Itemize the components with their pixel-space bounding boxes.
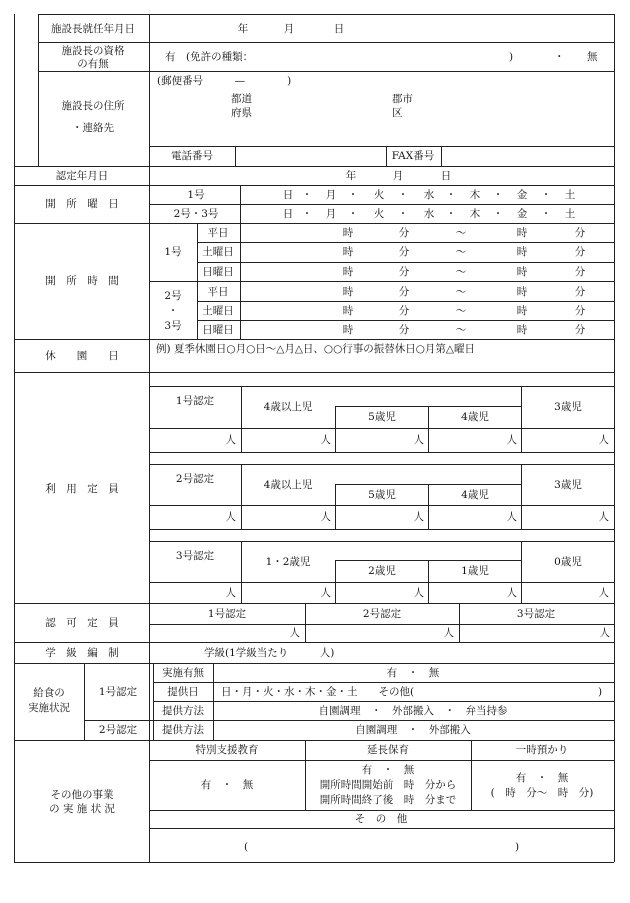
qualification-none: 無 bbox=[587, 51, 598, 63]
open-hours-group-2-b: ・ bbox=[167, 305, 179, 317]
qualification-text: 有 (免許の種類： bbox=[165, 51, 254, 63]
capacity-sub-1: 2歳児 bbox=[368, 565, 396, 577]
meals-type-1: 1号認定 bbox=[98, 686, 138, 698]
capacity-unit: 人 bbox=[506, 511, 517, 523]
meals-label-1: 給食の bbox=[33, 687, 65, 699]
address-ku: 区 bbox=[392, 107, 403, 119]
address-label-2: ・連絡先 bbox=[72, 122, 114, 134]
day-separator: ・ bbox=[492, 208, 504, 220]
open-hours-group-1: 1号 bbox=[164, 246, 182, 258]
day-cell: 火 bbox=[373, 189, 385, 201]
day-cell: 金 bbox=[516, 189, 528, 201]
authorized-unit-2: 人 bbox=[443, 627, 454, 639]
qualification-label-2: の有無 bbox=[77, 58, 109, 70]
address-fuken: 府県 bbox=[231, 107, 252, 119]
appointed-month: 月 bbox=[283, 23, 295, 35]
day-cell: 金 bbox=[516, 208, 528, 220]
hours-day-type: 日曜日 bbox=[202, 324, 234, 336]
hours-time-word: 分 bbox=[574, 246, 586, 258]
capacity-unit: 人 bbox=[598, 511, 609, 523]
capacity-last: 0歳児 bbox=[554, 555, 582, 568]
hours-time-word: 時 bbox=[516, 286, 528, 298]
capacity-unit: 人 bbox=[413, 511, 424, 523]
day-cell: 土 bbox=[564, 189, 576, 201]
hours-time-word: 分 bbox=[574, 286, 586, 298]
open-days-type-1: 1号 bbox=[187, 189, 205, 201]
phone-label: 電話番号 bbox=[171, 150, 213, 162]
hours-time-word: 〜 bbox=[455, 246, 467, 258]
day-cell: 月 bbox=[325, 189, 337, 201]
extended-care-after: 開所時間終了後 時 分まで bbox=[319, 794, 457, 806]
open-hours-group-2-c: 3号 bbox=[164, 320, 182, 332]
meals-days-value: 日・月・火・水・木・金・土 その他( bbox=[221, 686, 415, 698]
meals-method-label-1: 提供方法 bbox=[162, 705, 204, 717]
extended-care-yesno: 有 ・ 無 bbox=[361, 764, 415, 776]
day-cell: 火 bbox=[373, 208, 385, 220]
hours-time-word: 〜 bbox=[455, 227, 467, 239]
certification-label: 認定年月日 bbox=[55, 170, 109, 182]
hours-time-word: 分 bbox=[398, 266, 410, 278]
special-support-yesno: 有 ・ 無 bbox=[200, 779, 254, 791]
capacity-unit: 人 bbox=[320, 586, 331, 599]
other-col-3: 一時預かり bbox=[515, 744, 569, 756]
hours-time-word: 時 bbox=[516, 266, 528, 278]
day-separator: ・ bbox=[540, 208, 552, 220]
capacity-unit: 人 bbox=[506, 434, 517, 446]
qualification-dot: ・ bbox=[554, 51, 565, 63]
capacity-unit: 人 bbox=[225, 586, 236, 599]
day-cell: 木 bbox=[469, 189, 481, 201]
open-days-type-2: 2号・3号 bbox=[173, 208, 219, 220]
hours-time-word: 〜 bbox=[455, 266, 467, 278]
meals-method-label-2: 提供方法 bbox=[162, 724, 204, 736]
day-separator: ・ bbox=[347, 208, 359, 220]
capacity-block-title: 3号認定 bbox=[175, 550, 215, 562]
meals-label-2: 実施状況 bbox=[28, 702, 70, 714]
day-separator: ・ bbox=[347, 189, 359, 201]
capacity-unit: 人 bbox=[506, 586, 517, 599]
hours-time-word: 時 bbox=[516, 227, 528, 239]
capacity-group: 4歳以上児 bbox=[263, 479, 313, 491]
hours-time-word: 〜 bbox=[455, 305, 467, 317]
hours-time-word: 分 bbox=[574, 324, 586, 336]
authorized-col-1: 1号認定 bbox=[207, 608, 247, 620]
hours-time-word: 分 bbox=[574, 305, 586, 317]
meals-type-2: 2号認定 bbox=[98, 724, 138, 736]
hours-time-word: 分 bbox=[398, 227, 410, 239]
qualification-close: ) bbox=[509, 51, 514, 63]
day-separator: ・ bbox=[540, 189, 552, 201]
holidays-example: 例) 夏季休園日○月○日〜△月△日、○○行事の振替休日○月第△曜日 bbox=[156, 343, 475, 355]
day-cell: 日 bbox=[282, 208, 294, 220]
open-days-label: 開 所 曜 日 bbox=[45, 198, 119, 210]
meals-method-2: 自園調理 ・ 外部搬入 bbox=[355, 724, 471, 736]
certification-day: 日 bbox=[440, 170, 452, 182]
capacity-label: 利 用 定 員 bbox=[45, 483, 119, 495]
day-cell: 木 bbox=[469, 208, 481, 220]
director-appointed-label: 施設長就任年月日 bbox=[51, 23, 135, 35]
hours-time-word: 〜 bbox=[455, 324, 467, 336]
capacity-sub-1: 5歳児 bbox=[368, 488, 396, 501]
appointed-day: 日 bbox=[333, 23, 345, 35]
hours-time-word: 時 bbox=[342, 227, 354, 239]
hours-time-word: 分 bbox=[398, 286, 410, 298]
hours-time-word: 時 bbox=[342, 286, 354, 298]
extended-care-before: 開所時間開始前 時 分から bbox=[319, 779, 457, 791]
day-separator: ・ bbox=[397, 208, 409, 220]
day-separator: ・ bbox=[397, 189, 409, 201]
authorized-col-3: 3号認定 bbox=[516, 608, 556, 620]
capacity-unit: 人 bbox=[225, 511, 236, 523]
capacity-sub-1: 5歳児 bbox=[368, 411, 396, 423]
temporary-care-time: ( 時 分〜 時 分) bbox=[490, 787, 594, 799]
capacity-block-title: 2号認定 bbox=[175, 473, 215, 485]
others-label: そ の 他 bbox=[354, 813, 408, 825]
hours-time-word: 分 bbox=[398, 324, 410, 336]
authorized-unit-1: 人 bbox=[289, 627, 300, 639]
meals-days-close: ) bbox=[598, 686, 603, 698]
address-gunshi: 郡市 bbox=[392, 93, 413, 105]
classes-label: 学 級 編 制 bbox=[45, 647, 119, 659]
holidays-label: 休 園 日 bbox=[45, 350, 119, 362]
day-separator: ・ bbox=[445, 189, 457, 201]
hours-time-word: 時 bbox=[516, 324, 528, 336]
appointed-year: 年 bbox=[237, 23, 249, 35]
capacity-sub-2: 1歳児 bbox=[461, 565, 489, 577]
other-label-2: の 実 施 状 況 bbox=[49, 803, 115, 815]
hours-day-type: 平日 bbox=[207, 227, 229, 239]
hours-time-word: 時 bbox=[342, 324, 354, 336]
day-cell: 月 bbox=[325, 208, 337, 220]
day-cell: 土 bbox=[564, 208, 576, 220]
address-todo: 都道 bbox=[231, 93, 252, 105]
hours-time-word: 分 bbox=[398, 305, 410, 317]
hours-time-word: 分 bbox=[398, 246, 410, 258]
day-cell: 水 bbox=[423, 189, 435, 201]
capacity-sub-2: 4歳児 bbox=[461, 488, 489, 501]
day-cell: 日 bbox=[282, 189, 294, 201]
capacity-last: 3歳児 bbox=[554, 478, 582, 491]
others-open-paren: ( bbox=[244, 841, 249, 853]
other-col-2: 延長保育 bbox=[367, 744, 409, 756]
capacity-group: 4歳以上児 bbox=[263, 401, 313, 413]
fax-label: FAX番号 bbox=[391, 150, 435, 162]
hours-time-word: 時 bbox=[516, 246, 528, 258]
hours-time-word: 時 bbox=[342, 246, 354, 258]
authorized-label: 認 可 定 員 bbox=[45, 617, 119, 629]
hours-time-word: 時 bbox=[342, 266, 354, 278]
certification-month: 月 bbox=[392, 170, 404, 182]
capacity-unit: 人 bbox=[320, 434, 331, 446]
meals-impl-label: 実施有無 bbox=[162, 667, 204, 679]
hours-day-type: 土曜日 bbox=[202, 246, 234, 258]
authorized-col-2: 2号認定 bbox=[362, 608, 402, 620]
hours-day-type: 平日 bbox=[207, 286, 229, 298]
meals-impl-value: 有 ・ 無 bbox=[386, 667, 440, 679]
authorized-unit-3: 人 bbox=[599, 627, 610, 639]
day-cell: 水 bbox=[423, 208, 435, 220]
other-label-1: その他の事業 bbox=[50, 789, 114, 801]
hours-time-word: 分 bbox=[574, 266, 586, 278]
day-separator: ・ bbox=[301, 208, 313, 220]
qualification-label-1: 施設長の資格 bbox=[61, 45, 125, 57]
capacity-unit: 人 bbox=[413, 586, 424, 599]
hours-time-word: 分 bbox=[574, 227, 586, 239]
capacity-sub-2: 4歳児 bbox=[461, 411, 489, 423]
capacity-unit: 人 bbox=[413, 434, 424, 446]
address-label-1: 施設長の住所 bbox=[61, 100, 125, 112]
others-close-paren: ) bbox=[515, 841, 520, 853]
capacity-group: 1・2歳児 bbox=[265, 555, 311, 568]
capacity-unit: 人 bbox=[320, 511, 331, 523]
classes-text: 学級(1学級当たり 人) bbox=[204, 647, 335, 659]
capacity-last: 3歳児 bbox=[554, 401, 582, 413]
day-separator: ・ bbox=[445, 208, 457, 220]
hours-time-word: 時 bbox=[342, 305, 354, 317]
hours-time-word: 時 bbox=[516, 305, 528, 317]
meals-method-1: 自園調理 ・ 外部搬入 ・ 弁当持参 bbox=[318, 705, 508, 717]
hours-time-word: 〜 bbox=[455, 286, 467, 298]
postal-code: (郵便番号 — ) bbox=[157, 75, 292, 87]
temporary-care-yesno: 有 ・ 無 bbox=[515, 772, 569, 784]
capacity-unit: 人 bbox=[598, 434, 609, 446]
meals-days-label: 提供日 bbox=[167, 686, 199, 698]
open-hours-group-2-a: 2号 bbox=[164, 290, 182, 302]
capacity-block-title: 1号認定 bbox=[175, 395, 215, 407]
open-hours-label: 開 所 時 間 bbox=[45, 275, 119, 287]
capacity-unit: 人 bbox=[598, 586, 609, 599]
other-col-1: 特別支援教育 bbox=[195, 744, 259, 756]
hours-day-type: 日曜日 bbox=[202, 266, 234, 278]
capacity-unit: 人 bbox=[225, 434, 236, 446]
day-separator: ・ bbox=[301, 189, 313, 201]
hours-day-type: 土曜日 bbox=[202, 305, 234, 317]
certification-year: 年 bbox=[345, 170, 357, 182]
day-separator: ・ bbox=[492, 189, 504, 201]
